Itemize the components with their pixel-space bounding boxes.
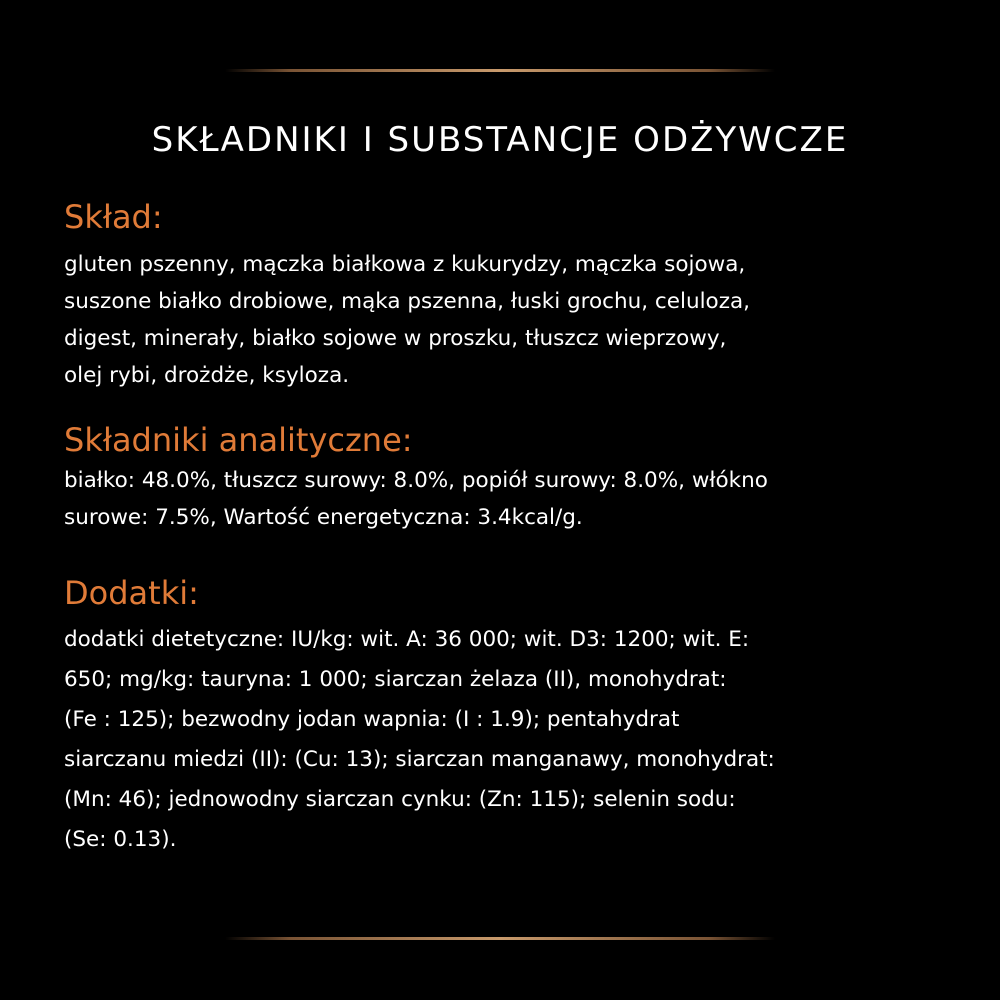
ingredients-line: digest, minerały, białko sojowe w proszku, tłuszcz wieprzowy, <box>64 326 727 351</box>
additives-heading: Dodatki: <box>64 574 199 612</box>
analytical-line: surowe: 7.5%, Wartość energetyczna: 3.4kcal/g. <box>64 505 583 530</box>
page-title: SKŁADNIKI I SUBSTANCJE ODŻYWCZE <box>151 120 849 160</box>
ingredients-line: gluten pszenny, mączka białkowa z kukurydzy, mączka sojowa, <box>64 252 746 277</box>
additives-line: siarczanu miedzi (II): (Cu: 13); siarczan manganawy, monohydrat: <box>64 747 775 772</box>
ingredients-line: suszone białko drobiowe, mąka pszenna, łuski grochu, celuloza, <box>64 289 750 314</box>
top-divider <box>225 69 775 72</box>
additives-line: (Fe : 125); bezwodny jodan wapnia: (I : 1.9); pentahydrat <box>64 707 680 732</box>
analytical-heading: Składniki analityczne: <box>64 421 413 459</box>
analytical-text <box>64 462 954 536</box>
bottom-divider <box>225 937 775 940</box>
ingredients-line: olej rybi, drożdże, ksyloza. <box>64 363 350 388</box>
additives-line: dodatki dietetyczne: IU/kg: wit. A: 36 000; wit. D3: 1200; wit. E: <box>64 627 750 652</box>
analytical-line: białko: 48.0%, tłuszcz surowy: 8.0%, popiół surowy: 8.0%, włókno <box>64 468 768 493</box>
ingredients-heading: Skład: <box>64 198 163 236</box>
additives-line: (Se: 0.13). <box>64 827 177 852</box>
additives-line: (Mn: 46); jednowodny siarczan cynku: (Zn: 115); selenin sodu: <box>64 787 736 812</box>
additives-line: 650; mg/kg: tauryna: 1 000; siarczan żelaza (II), monohydrat: <box>64 667 727 692</box>
additives-text <box>64 620 954 860</box>
ingredients-text <box>64 246 954 394</box>
